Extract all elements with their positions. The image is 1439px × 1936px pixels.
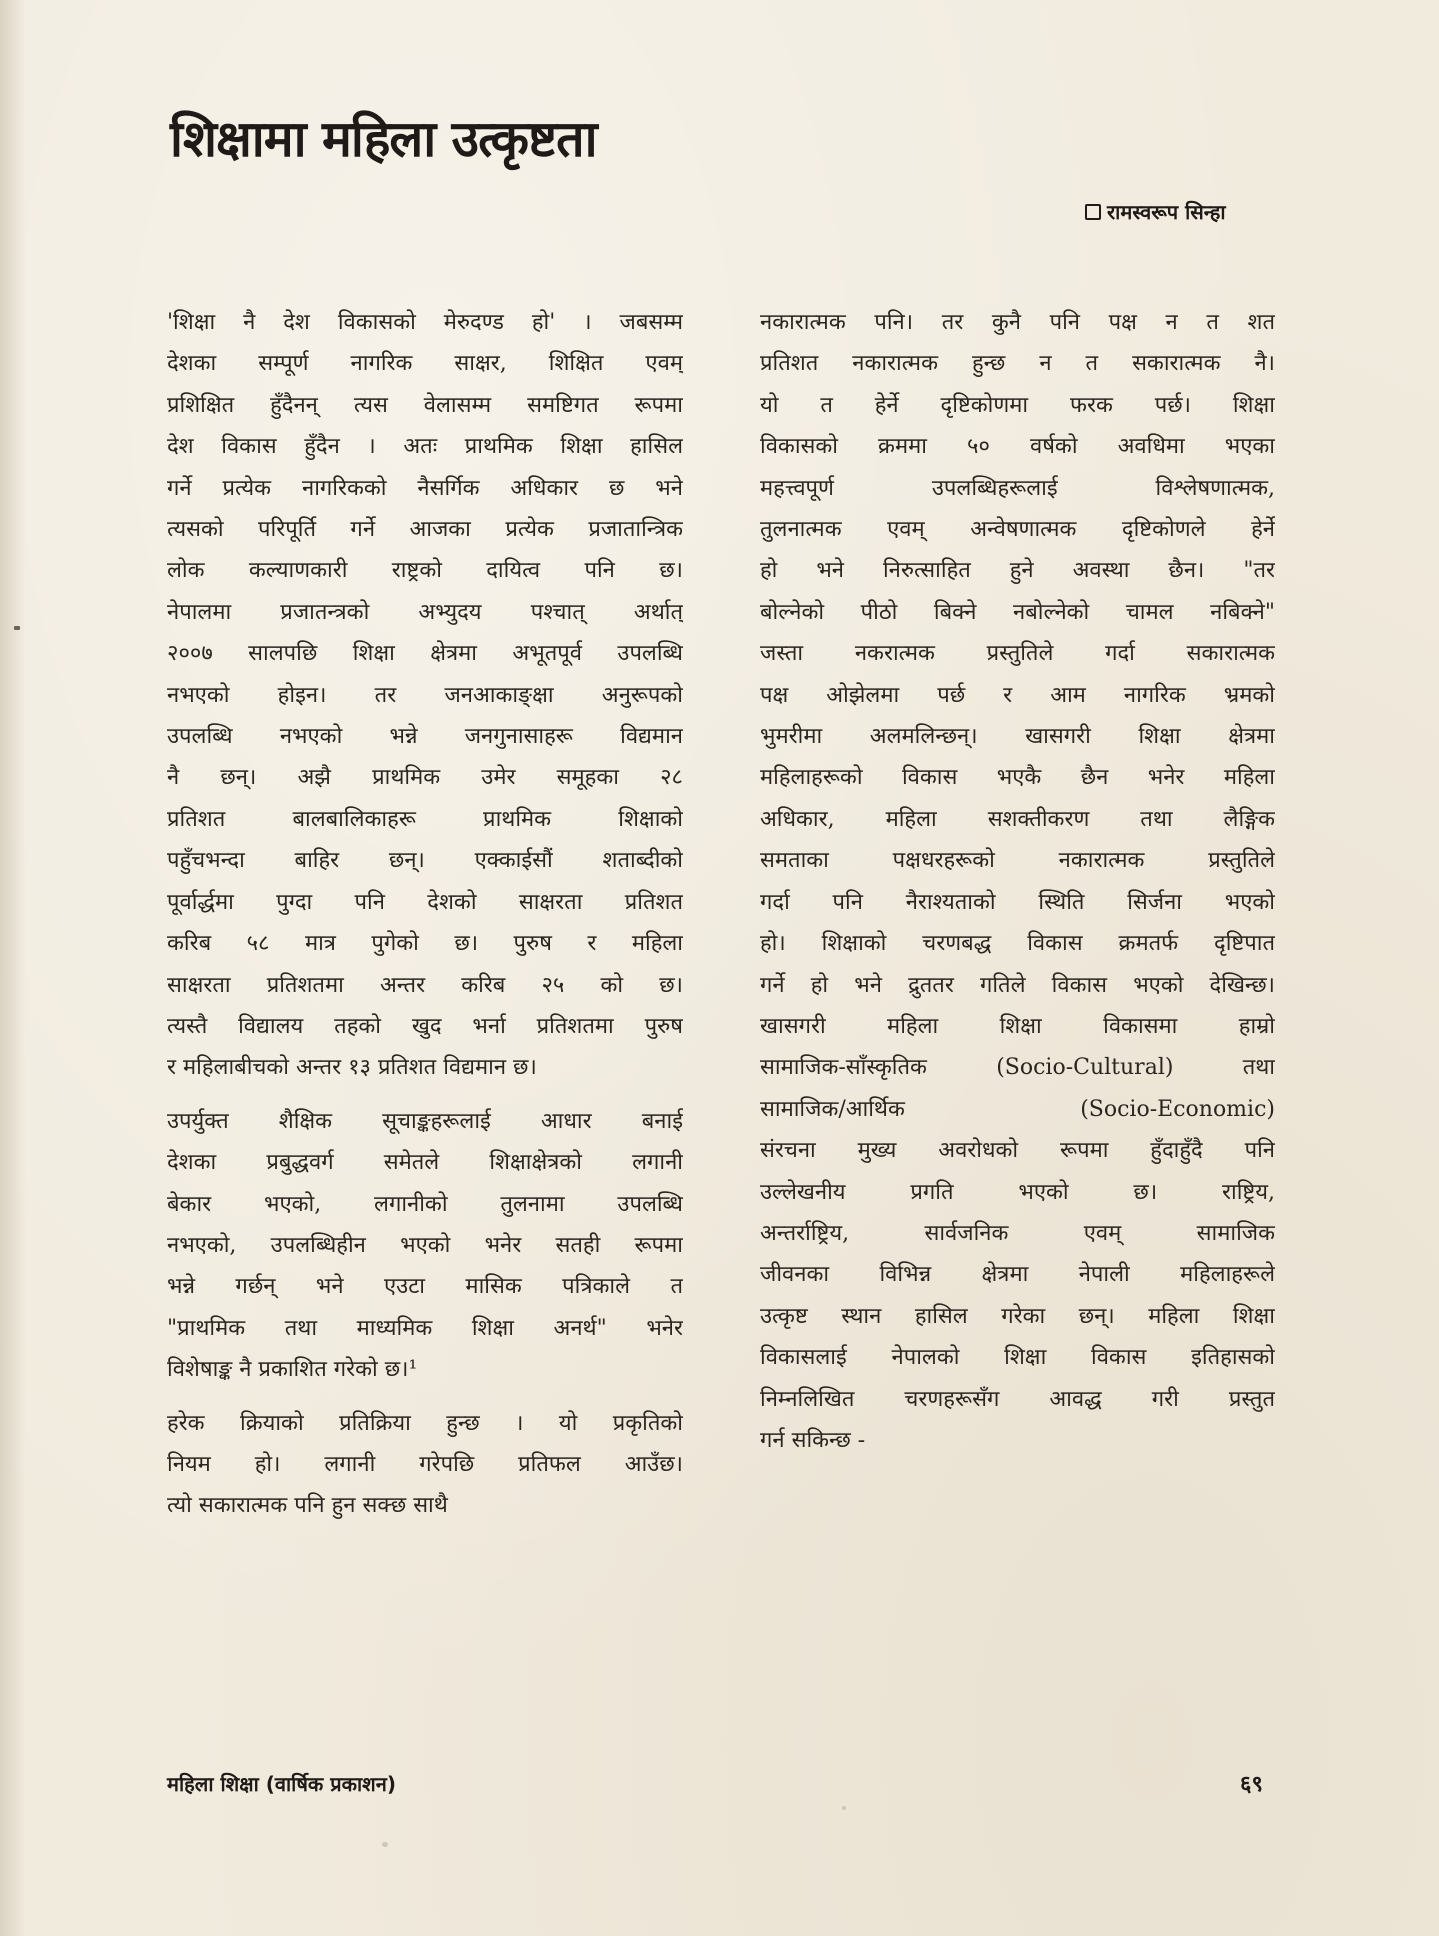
text-line: २००७ सालपछि शिक्षा क्षेत्रमा अभूतपूर्व उपलब्धि xyxy=(167,641,683,667)
text-line: नै छन्। अझै प्राथमिक उमेर समूहका २८ xyxy=(167,765,683,791)
text-line: भन्ने गर्छन् भने एउटा मासिक पत्रिकाले त xyxy=(167,1274,683,1300)
article-title: शिक्षामा महिला उत्कृष्टता xyxy=(170,110,597,168)
text-line: महिलाहरूको विकास भएकै छैन भनेर महिला xyxy=(760,765,1275,791)
paragraph xyxy=(167,1403,683,1527)
footer-publication: महिला शिक्षा (वार्षिक प्रकाशन) xyxy=(167,1772,396,1796)
text-line: पहुँचभन्दा बाहिर छन्। एक्काईसौं शताब्दीको xyxy=(167,848,683,874)
left-column xyxy=(167,302,683,1539)
text-line: उपलब्धि नभएको भन्ने जनगुनासाहरू विद्यमान xyxy=(167,724,683,750)
checkbox-square-icon xyxy=(1085,204,1101,220)
text-line: विशेषाङ्क नै प्रकाशित गरेको छ।¹ xyxy=(167,1357,418,1383)
text-line: करिब ५८ मात्र पुगेको छ। पुरुष र महिला xyxy=(167,931,683,957)
text-line: नभएको होइन। तर जनआकाङ्क्षा अनुरूपको xyxy=(167,682,683,708)
text-line: निम्नलिखित चरणहरूसँग आवद्ध गरी प्रस्तुत xyxy=(760,1386,1275,1412)
text-line: त्यस्तै विद्यालय तहको खुद भर्ना प्रतिशतमा पुरुष xyxy=(167,1013,683,1039)
text-line: महत्त्वपूर्ण उपलब्धिहरूलाई विश्लेषणात्मक, xyxy=(760,475,1275,501)
text-line: लोक कल्याणकारी राष्ट्रको दायित्व पनि छ। xyxy=(167,558,683,584)
text-line: गर्दा पनि नैराश्यताको स्थिति सिर्जना भएको xyxy=(760,889,1275,915)
text-line: अधिकार, महिला सशक्तीकरण तथा लैङ्गिक xyxy=(760,806,1275,832)
text-line: त्यो सकारात्मक पनि हुन सक्छ साथै xyxy=(167,1493,448,1519)
text-line: हो भने निरुत्साहित हुने अवस्था छैन। "तर xyxy=(760,558,1275,584)
text-line: हरेक क्रियाको प्रतिक्रिया हुन्छ । यो प्रकृतिको xyxy=(167,1410,683,1436)
paragraph xyxy=(760,302,1275,1461)
text-line: संरचना मुख्य अवरोधको रूपमा हुँदाहुँदै पनि xyxy=(760,1138,1275,1164)
text-line: विकासलाई नेपालको शिक्षा विकास इतिहासको xyxy=(760,1345,1275,1371)
text-line: देशका प्रबुद्धवर्ग समेतले शिक्षाक्षेत्रको लगानी xyxy=(167,1150,683,1176)
text-line: नकारात्मक पनि। तर कुनै पनि पक्ष न त शत xyxy=(760,310,1275,335)
text-line: खासगरी महिला शिक्षा विकासमा हाम्रो xyxy=(760,1013,1275,1039)
text-line: जीवनका विभिन्न क्षेत्रमा नेपाली महिलाहरूले xyxy=(760,1262,1275,1288)
text-line: पक्ष ओझेलमा पर्छ र आम नागरिक भ्रमको xyxy=(760,682,1275,708)
text-line: जस्ता नकरात्मक प्रस्तुतिले गर्दा सकारात्मक xyxy=(760,641,1275,667)
paper-speck xyxy=(842,1806,846,1810)
text-line: नियम हो। लगानी गरेपछि प्रतिफल आउँछ। xyxy=(167,1451,683,1477)
text-line: बोल्नेको पीठो बिक्ने नबोल्नेको चामल नबिक्ने" xyxy=(760,599,1275,625)
text-line: त्यसको परिपूर्ति गर्ने आजका प्रत्येक प्रजातान्त्रिक xyxy=(167,517,683,543)
text-line: तुलनात्मक एवम् अन्वेषणात्मक दृष्टिकोणले हेर्ने xyxy=(760,517,1275,543)
paper-speck xyxy=(382,1842,388,1847)
text-line: हो। शिक्षाको चरणबद्ध विकास क्रमतर्फ दृष्टिपात xyxy=(760,931,1275,957)
text-line: गर्न सकिन्छ - xyxy=(760,1427,866,1453)
text-line: प्रतिशत नकारात्मक हुन्छ न त सकारात्मक नै। xyxy=(760,351,1275,377)
text-line: अन्तर्राष्ट्रिय, सार्वजनिक एवम् सामाजिक xyxy=(760,1220,1275,1246)
text-line: उपर्युक्त शैक्षिक सूचाङ्कहरूलाई आधार बनाई xyxy=(167,1108,683,1134)
text-line: 'शिक्षा नै देश विकासको मेरुदण्ड हो' । जबसम्म xyxy=(167,310,683,335)
binding-mark xyxy=(14,626,20,630)
text-line: नभएको, उपलब्धिहीन भएको भनेर सतही रूपमा xyxy=(167,1232,683,1258)
paragraph xyxy=(167,302,683,1089)
text-line: गर्ने हो भने द्रुततर गतिले विकास भएको देखिन्छ। xyxy=(760,972,1275,998)
text-line: देशका सम्पूर्ण नागरिक साक्षर, शिक्षित एवम् xyxy=(167,351,683,377)
text-line: उल्लेखनीय प्रगति भएको छ। राष्ट्रिय, xyxy=(760,1179,1275,1205)
text-line: बेकार भएको, लगानीको तुलनामा उपलब्धि xyxy=(167,1191,683,1217)
text-line: समताका पक्षधरहरूको नकारात्मक प्रस्तुतिले xyxy=(760,848,1275,874)
text-line: "प्राथमिक तथा माध्यमिक शिक्षा अनर्थ" भनेर xyxy=(167,1315,683,1341)
text-line: गर्ने प्रत्येक नागरिकको नैसर्गिक अधिकार छ भने xyxy=(167,475,683,501)
text-line: सामाजिक/आर्थिक (Socio-Economic) xyxy=(760,1096,1275,1122)
text-line: उत्कृष्ट स्थान हासिल गरेका छन्। महिला शिक्षा xyxy=(760,1303,1275,1329)
text-line: विकासको क्रममा ५० वर्षको अवधिमा भएका xyxy=(760,434,1275,460)
author-name: रामस्वरूप सिन्हा xyxy=(1107,200,1226,224)
text-line: देश विकास हुँदैन । अतः प्राथमिक शिक्षा हासिल xyxy=(167,434,683,460)
page-number: ६९ xyxy=(1240,1772,1263,1797)
text-line: पूर्वार्द्धमा पुग्दा पनि देशको साक्षरता प्रतिशत xyxy=(167,889,683,915)
text-line: प्रशिक्षित हुँदैनन् त्यस वेलासम्म समष्टिगत रूपमा xyxy=(167,392,683,418)
paragraph xyxy=(167,1101,683,1391)
right-column xyxy=(760,302,1275,1473)
page-edge-shadow xyxy=(0,0,26,1936)
text-line: र महिलाबीचको अन्तर १३ प्रतिशत विद्यमान छ। xyxy=(167,1055,537,1081)
text-line: नेपालमा प्रजातन्त्रको अभ्युदय पश्चात् अर्थात् xyxy=(167,599,683,625)
text-line: साक्षरता प्रतिशतमा अन्तर करिब २५ को छ। xyxy=(167,972,683,998)
author-byline xyxy=(1085,198,1226,225)
text-line: प्रतिशत बालबालिकाहरू प्राथमिक शिक्षाको xyxy=(167,806,683,832)
text-line: भुमरीमा अलमलिन्छन्। खासगरी शिक्षा क्षेत्रमा xyxy=(760,724,1275,750)
text-line: सामाजिक-साँस्कृतिक (Socio-Cultural) तथा xyxy=(760,1055,1275,1081)
text-line: यो त हेर्ने दृष्टिकोणमा फरक पर्छ। शिक्षा xyxy=(760,392,1275,418)
